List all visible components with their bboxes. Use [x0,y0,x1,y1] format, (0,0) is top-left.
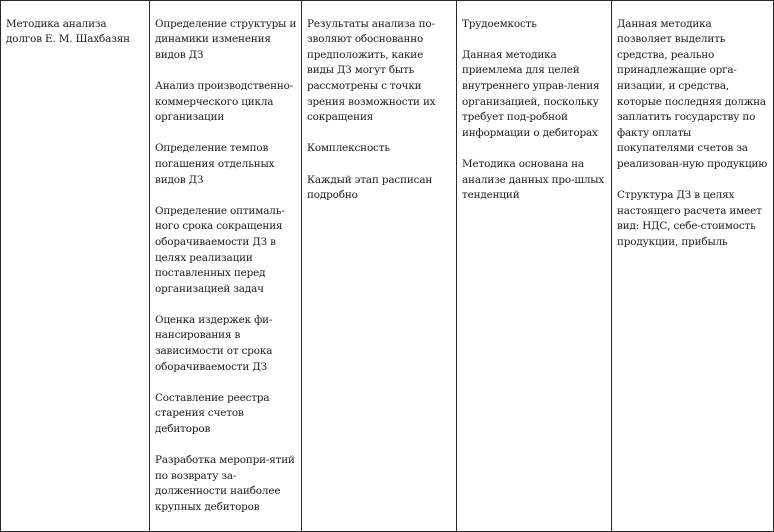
stage-item: Определение структуры и динамики изменения видов ДЗ [155,17,297,61]
disadvantage-item: Трудоемкость [462,17,537,30]
disadvantage-item: Методика основана на анализе данных про-шлых тенденций [462,157,605,202]
advantages-cell [302,1,457,532]
stage-item: Разработка меропри-ятий по возврату за-долженности наиболее крупных дебиторов [155,454,295,513]
stages-cell [150,1,302,532]
disadvantage-item: Данная методика приемлема для целей внутреннего управ-ления организацией, поскольку требует под-робной информации о дебиторах [462,48,600,139]
method-name-cell [1,1,150,532]
advantage-item: Комплексность [307,142,390,155]
stage-item: Определение оптималь-ного срока сокращения оборачиваемости ДЗ в целях реализации поставленных перед организацией задач [155,204,285,295]
note-item: Структура ДЗ в целях настоящего расчета имеет вид: НДС, себе-стоимость продукции, прибыль [617,189,762,248]
method-name: Методика анализа долгов Е. М. Шахбазян [6,17,130,46]
stage-item: Анализ производственно-коммерческого цикла организации [155,79,294,124]
table-row [1,1,774,532]
stage-item: Составление реестра старения счетов дебиторов [155,391,270,436]
stage-item: Оценка издержек фи-нансирования в зависимости от срока оборачиваемости ДЗ [155,313,273,373]
advantage-item: Каждый этап расписан подробно [307,173,433,202]
stage-item: Определение темпов погашения отдельных видов ДЗ [155,142,275,186]
notes-cell [612,1,774,532]
disadvantages-cell [457,1,612,532]
note-item: Данная методика позволяет выделить средства, реально принадлежащие орга-низации, и средства, которые последняя должна заплатить государству по факту оплаты покупателями счетов за реализован-ную продукцию [617,17,768,170]
advantage-item: Результаты анализа по-зволяют обоснованно предположить, какие виды ДЗ могут быть рассмотрены с точки зрения возможности их сокращения [307,17,436,124]
